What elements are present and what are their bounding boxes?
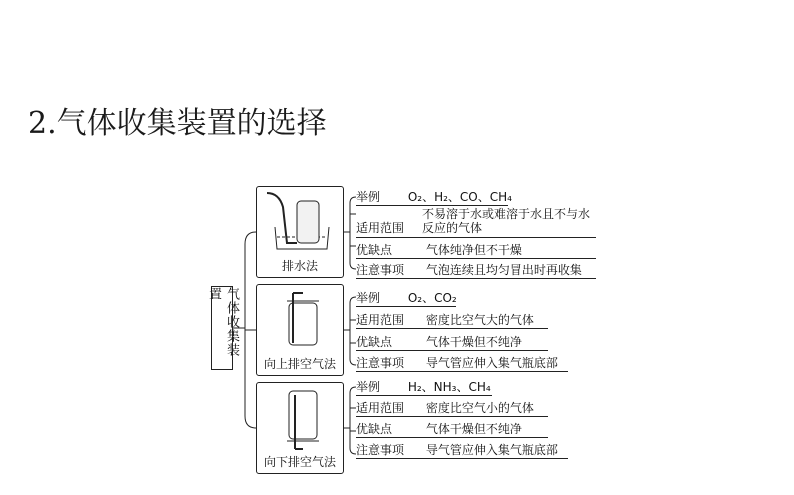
row-underline bbox=[356, 437, 548, 438]
scope-value: 密度比空气小的气体 bbox=[425, 401, 534, 415]
example-key: 举例 bbox=[356, 291, 381, 305]
row-underline bbox=[356, 350, 548, 351]
pros-cons-row bbox=[356, 335, 522, 349]
root-label-box bbox=[206, 286, 239, 370]
pros-cons-value: 气体纯净但不干燥 bbox=[425, 243, 522, 257]
notes-row bbox=[356, 356, 558, 370]
method-card-upward-air bbox=[256, 284, 344, 376]
section-heading: 2.气体收集装置的选择 bbox=[28, 106, 327, 141]
pros-cons-key: 优缺点 bbox=[356, 422, 393, 436]
example-row bbox=[356, 380, 491, 394]
pros-cons-key: 优缺点 bbox=[356, 243, 393, 257]
scope-key: 适用范围 bbox=[356, 221, 405, 235]
example-row bbox=[356, 190, 512, 204]
example-value: O₂、H₂、CO、CH₄ bbox=[407, 190, 512, 204]
scope-row bbox=[356, 207, 592, 235]
row-underline bbox=[356, 395, 492, 396]
row-underline bbox=[356, 237, 596, 238]
notes-key: 注意事项 bbox=[356, 443, 405, 457]
notes-value: 气泡连续且均匀冒出时再收集 bbox=[425, 263, 582, 277]
row-underline bbox=[356, 328, 548, 329]
pros-cons-row bbox=[356, 422, 522, 436]
row-underline bbox=[356, 205, 508, 206]
method-label-upward-air: 向上排空气法 bbox=[263, 357, 336, 371]
method-card-water-displacement bbox=[256, 186, 344, 278]
example-key: 举例 bbox=[356, 380, 381, 394]
notes-key: 注意事项 bbox=[356, 263, 405, 277]
pros-cons-key: 优缺点 bbox=[356, 335, 393, 349]
scope-row bbox=[356, 401, 534, 415]
pros-cons-row bbox=[356, 243, 522, 257]
notes-row bbox=[356, 443, 558, 457]
scope-key: 适用范围 bbox=[356, 313, 405, 327]
example-key: 举例 bbox=[356, 190, 381, 204]
notes-value: 导气管应伸入集气瓶底部 bbox=[425, 443, 558, 457]
row-underline bbox=[356, 458, 568, 459]
pros-cons-value: 气体干燥但不纯净 bbox=[425, 335, 522, 349]
row-underline bbox=[356, 306, 456, 307]
example-value: O₂、CO₂ bbox=[407, 291, 457, 305]
method-card-downward-air bbox=[256, 382, 344, 474]
scope-row bbox=[356, 313, 534, 327]
notes-key: 注意事项 bbox=[356, 356, 405, 370]
scope-key: 适用范围 bbox=[356, 401, 405, 415]
row-underline bbox=[356, 371, 568, 372]
pros-cons-value: 气体干燥但不纯净 bbox=[425, 422, 522, 436]
example-value: H₂、NH₃、CH₄ bbox=[407, 380, 491, 394]
notes-value: 导气管应伸入集气瓶底部 bbox=[425, 356, 558, 370]
method-label-water-displacement: 排水法 bbox=[281, 259, 318, 273]
row-underline bbox=[356, 278, 596, 279]
scope-value: 密度比空气大的气体 bbox=[425, 313, 534, 327]
scope-value: 不易溶于水或难溶于水且不与水反应的气体 bbox=[422, 207, 591, 235]
root-label: 气体收集装置 bbox=[206, 287, 239, 357]
row-underline bbox=[356, 416, 548, 417]
notes-row bbox=[356, 263, 582, 277]
example-row bbox=[356, 291, 457, 305]
method-label-downward-air: 向下排空气法 bbox=[263, 455, 336, 469]
row-underline bbox=[356, 258, 596, 259]
